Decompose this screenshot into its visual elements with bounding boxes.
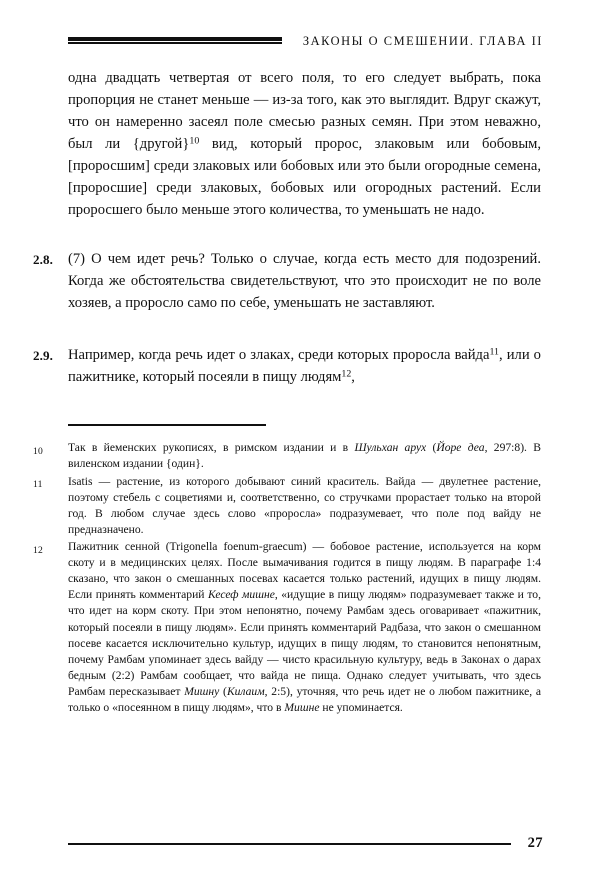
footnote-item <box>33 539 541 716</box>
running-header <box>68 30 543 52</box>
footnote-item <box>33 474 541 538</box>
page-footer <box>68 835 543 852</box>
paragraph-2-9-part2: , или о пажитнике, который посеяли в пищу людям <box>68 347 541 386</box>
numbered-paragraph-2-8 <box>33 248 541 314</box>
footnotes-section <box>33 440 541 717</box>
paragraph-2-9-part3: , <box>351 369 355 386</box>
paragraph-text-2-9 <box>68 344 541 388</box>
footnote-text: Пажитник сенной (Trigonella foenum-graecum) — бобовое растение, используется на корм скоту и в медицинских целях. После вымачивания годится в пищу людям. В параграфе 1:4 сказано, что закон о смешанных посевах касается только растений, идущих в пищу людям. Если принять комментарий Кесеф мишне, «идущие в пищу людям» подразумевает также и то, что идет на корм скоту. При этом непонятно, почему Рамбам здесь оговаривает «пажитник, который посеяли в пищу людям». Если принять комментарий Радбаза, что закон о смешанном посеве касается исключительно культур, идущих в пищу людям, то становится непонятным, почему Рамбам упоминает здесь вайду — чисто красильную культуру, ведь в Законах о дарах бедным (2:2) Рамбам сообщает, что вайда не пища. Однако следует учитывать, что здесь Рамбам пересказывает Мишну (Килаим, 2:5), уточняя, что речь идет не о любом пажитнике, а только о «посеянном в пищу людям», что в Мишне не упоминается. <box>68 540 542 714</box>
paragraph-2-9-part1: Например, когда речь идет о злаках, среди которых проросла вайда <box>68 347 490 363</box>
intro-text-part2: вид, который пророс, злаковым или бобовым, [проросшим] среди злаковых или бобовых или это были огородные семена, [проросшие] среди злаковых, бобовых или огородных растений. Если проросшего было меньше этого количества, то уменьшать не надо. <box>68 136 542 219</box>
footer-rule-icon <box>68 843 511 845</box>
footnote-marker-12[interactable]: 12 <box>341 368 352 380</box>
footnote-text: Так в йеменских рукописях, в римском издании и в Шульхан арух (Йоре деа, 297:8). В виленском издании {один}. <box>68 441 542 471</box>
footnote-marker-10[interactable]: 10 <box>189 135 200 147</box>
running-header-title: ЗАКОНЫ О СМЕШЕНИИ. ГЛАВА II <box>302 33 543 48</box>
footnote-number: 12 <box>33 544 43 556</box>
footnote-text: Isatis — растение, из которого добывают синий краситель. Вайда — двулетнее растение, поэтому стебель с соцветиями и, соответственно, со стручками прорастает только на второй год. В любом случае здесь слово «проросла» подразумевает, что поле под вайду не предназначено. <box>68 474 541 536</box>
footnote-number: 10 <box>33 445 43 457</box>
page-number: 27 <box>527 835 543 851</box>
paragraph-number-2-9: 2.9. <box>33 348 54 363</box>
footnote-separator-rule <box>68 424 266 426</box>
numbered-paragraph-2-9 <box>33 344 541 388</box>
double-rule-icon <box>68 37 282 46</box>
footnote-item <box>33 440 541 472</box>
paragraph-text-2-8: (7) О чем идет речь? Только о случае, когда есть место для подозрений. Когда же обстоятельства свидетельствуют, что это происходит не по воле хозяев, а проросло само по себе, уменьшать не заставляют. <box>68 251 541 312</box>
footnote-marker-11[interactable]: 11 <box>489 346 500 358</box>
intro-text-part1: одна двадцать четвертая от всего поля, то его следует выбрать, пока пропорция не станет меньше — из-за того, как это выглядит. Вдруг скажут, что он намеренно засеял поле смесью разных семян. При этом неважно, был ли {другой} <box>68 70 541 153</box>
body-paragraph-intro <box>68 67 541 221</box>
paragraph-number-2-8: 2.8. <box>33 252 54 267</box>
footnote-number: 11 <box>33 479 43 491</box>
